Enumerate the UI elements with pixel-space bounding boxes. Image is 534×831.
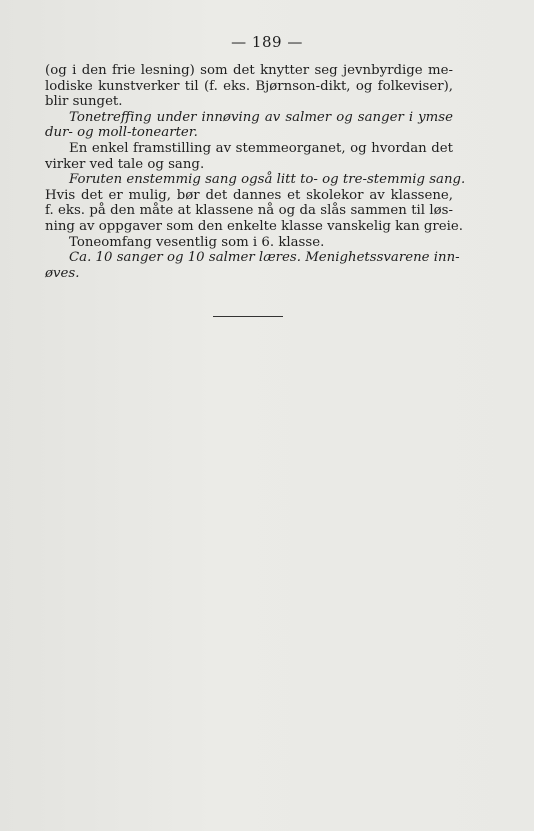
text-line: (og i den frie lesning) som det knytter seg jevnbyrdige me- [45, 63, 453, 78]
text-line: blir sunget. [45, 94, 123, 110]
text-line: lodiske kunstverker til (f. eks. Bjørnson-dikt, og folkeviser), [45, 78, 453, 94]
text-line: virker ved tale og sang. [45, 156, 205, 172]
page-number: — 189 — [231, 33, 303, 51]
text-line: Ca. 10 sanger og 10 salmer læres. Menighetssvarene inn- [69, 250, 460, 266]
text-line: dur- og moll-tonearter. [45, 125, 198, 141]
section-divider [213, 316, 283, 317]
text-line: En enkel framstilling av stemmeorganet, og hvordan det [69, 140, 453, 156]
text-line: f. eks. på den måte at klassene nå og da slås sammen til løs- [45, 203, 453, 219]
text-line: Toneomfang vesentlig som i 6. klasse. [69, 234, 325, 250]
text-line: Hvis det er mulig, bør det dannes et skolekor av klassene, [45, 187, 453, 203]
body-text [45, 63, 466, 281]
text-line: øves. [45, 265, 80, 281]
text-line: Tonetreffing under innøving av salmer og sanger i ymse [69, 109, 453, 125]
text-line: ning av oppgaver som den enkelte klasse vanskelig kan greie. [45, 218, 463, 234]
text-line: Foruten enstemmig sang også litt to- og tre-stemmig sang. [69, 172, 466, 188]
